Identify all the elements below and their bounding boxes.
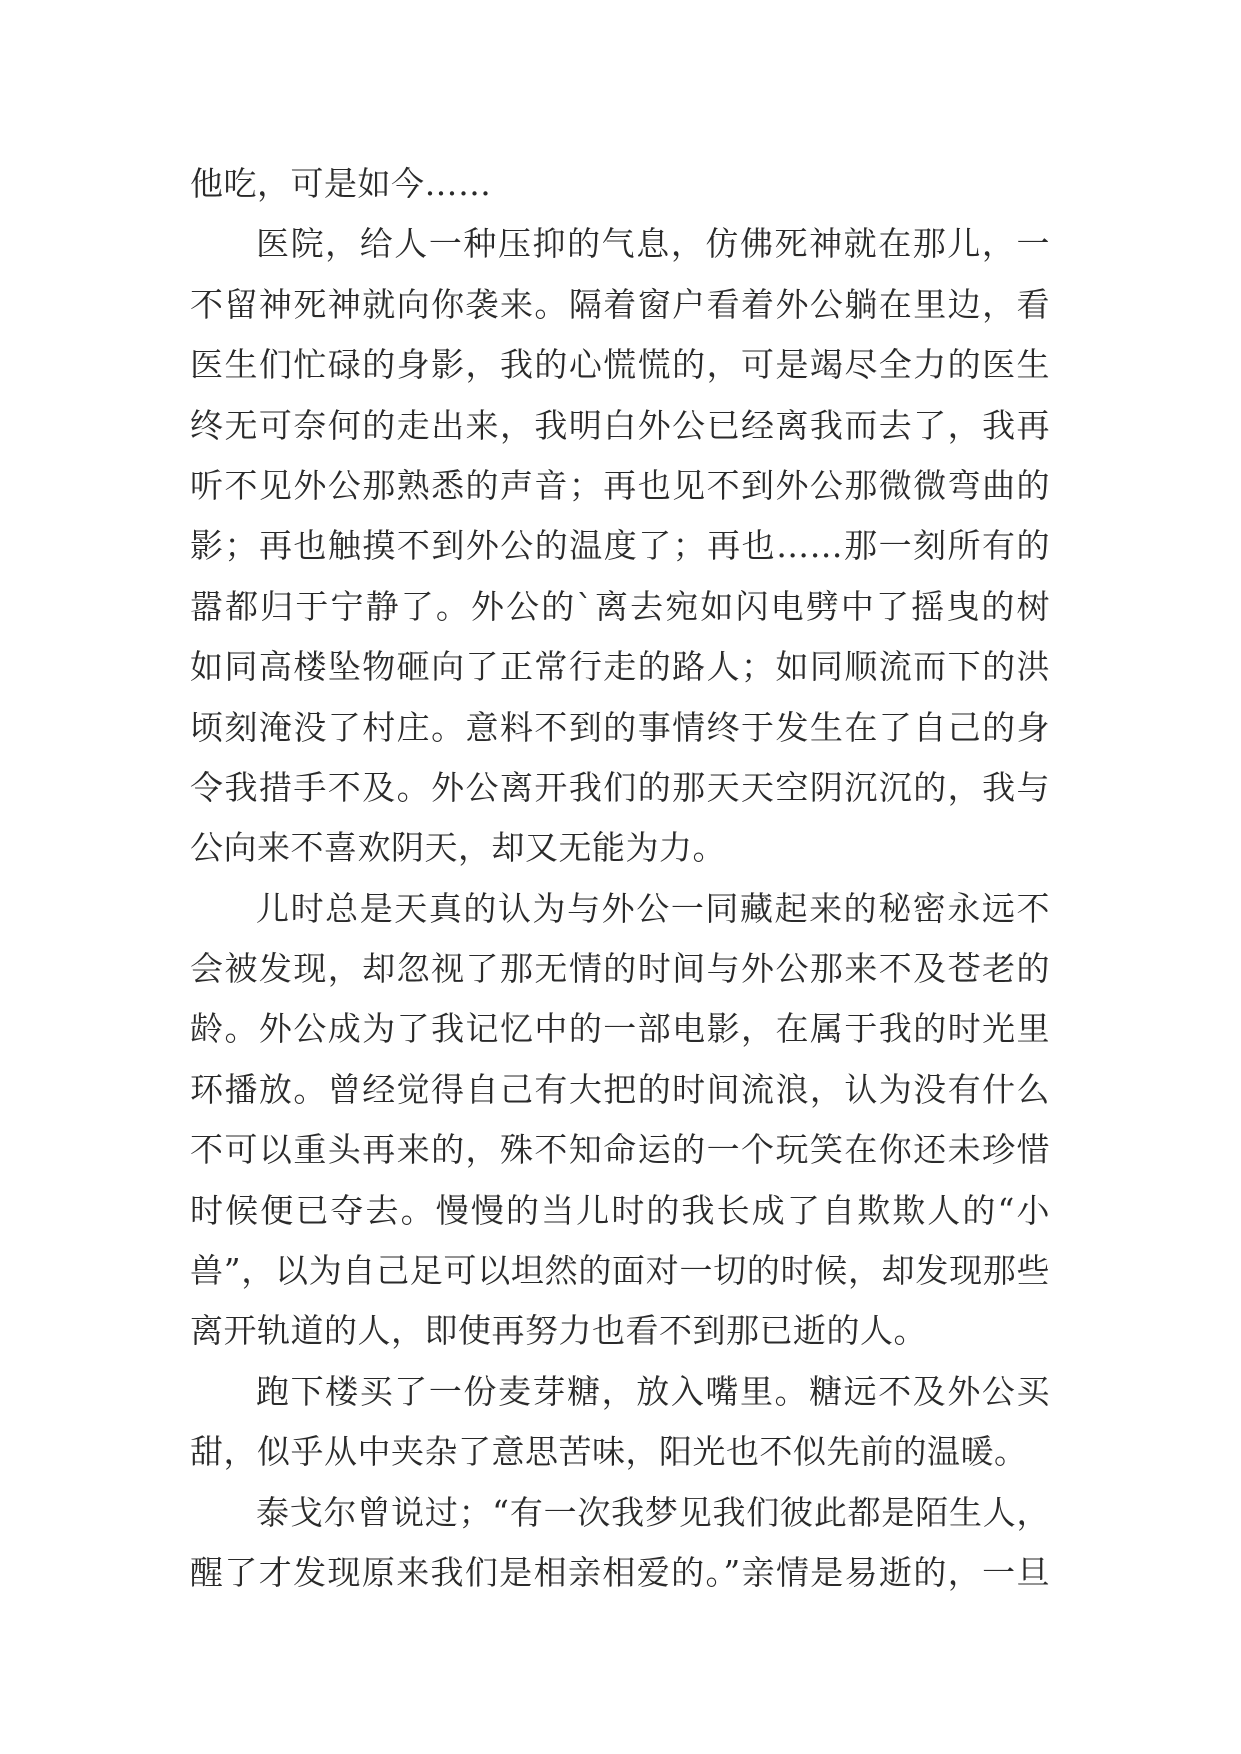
text-line: 他吃，可是如今…… [190,164,492,203]
text-line: 时候便已夺去。慢慢的当儿时的我长成了自欺欺人的“小 [190,1190,1050,1230]
text-line: 医院，给人一种压抑的气息，仿佛死神就在那儿，一 [256,224,1050,264]
text-line: 跑下楼买了一份麦芽糖，放入嘴里。糖远不及外公买 [256,1371,1050,1411]
text-line: 顷刻淹没了村庄。意料不到的事情终于发生在了自己的身 [190,707,1050,747]
text-line: 儿时总是天真的认为与外公一同藏起来的秘密永远不 [256,888,1050,928]
text-line: 离开轨道的人，即使再努力也看不到那已逝的人。 [190,1311,927,1351]
text-line: 不留神死神就向你袭来。隔着窗户看着外公躺在里边，看 [190,284,1050,324]
text-line: 不可以重头再来的，殊不知命运的一个玩笑在你还未珍惜 [190,1130,1050,1170]
text-line: 公向来不喜欢阴天，却又无能为力。 [190,828,726,868]
text-line: 甜，似乎从中夹杂了意思苦味，阳光也不似先前的温暖。 [190,1432,1028,1472]
text-line: 如同高楼坠物砸向了正常行走的路人；如同顺流而下的洪 [190,647,1050,687]
text-line: 医生们忙碌的身影，我的心慌慌的，可是竭尽全力的医生 [190,345,1050,385]
text-line: 影；再也触摸不到外公的温度了；再也……那一刻所有的 [190,526,1050,566]
text-line: 令我措手不及。外公离开我们的那天天空阴沉沉的，我与 [190,767,1050,807]
body-text [190,154,1050,1603]
text-line: 泰戈尔曾说过；“有一次我梦见我们彼此都是陌生人， [256,1492,1050,1532]
text-line: 龄。外公成为了我记忆中的一部电影，在属于我的时光里 [190,1009,1050,1049]
text-line: 环播放。曾经觉得自己有大把的时间流浪，认为没有什么 [190,1069,1050,1109]
text-line: 兽”，以为自己足可以坦然的面对一切的时候，却发现那些 [190,1251,1050,1291]
text-line: 会被发现，却忽视了那无情的时间与外公那来不及苍老的 [190,949,1050,989]
text-line: 醒了才发现原来我们是相亲相爱的。”亲情是易逝的，一旦 [190,1552,1050,1592]
text-line: 终无可奈何的走出来，我明白外公已经离我而去了，我再 [190,405,1050,445]
text-line: 听不见外公那熟悉的声音；再也见不到外公那微微弯曲的 [190,465,1050,505]
text-line: 嚣都归于宁静了。外公的`离去宛如闪电劈中了摇曳的树 [190,586,1050,626]
